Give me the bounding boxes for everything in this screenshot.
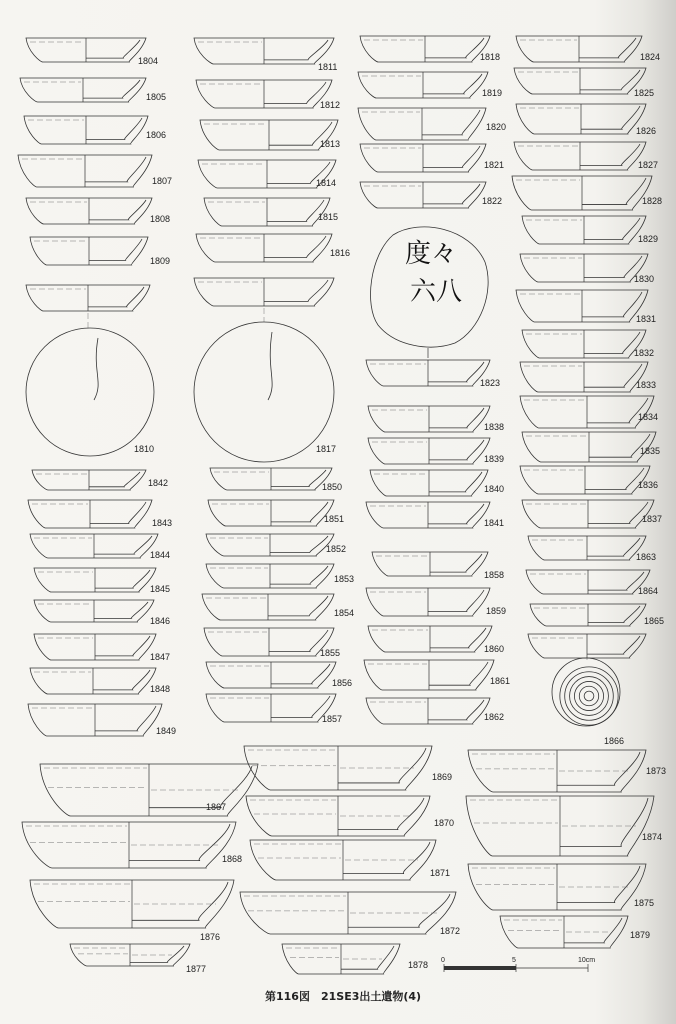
vessel-label: 1856	[332, 678, 353, 688]
vessel-section	[430, 628, 486, 648]
vessel-1864	[526, 570, 650, 594]
vessel-1847	[34, 634, 156, 660]
base-crack	[268, 332, 272, 400]
base-view-1810	[26, 328, 154, 456]
vessel-section	[348, 894, 450, 927]
vessel-1853	[206, 564, 334, 588]
vessel-section	[425, 38, 484, 58]
vessel-label: 1851	[324, 514, 345, 524]
vessel-section	[149, 766, 252, 808]
vessel-1830	[520, 254, 648, 282]
vessel-label: 1858	[484, 570, 505, 580]
vessel-label: 1815	[318, 212, 339, 222]
vessel-1806	[24, 116, 148, 144]
vessel-1857	[206, 694, 336, 722]
vessel-1821	[360, 144, 486, 172]
vessel-1812	[196, 80, 332, 108]
vessel-section	[584, 364, 642, 387]
vessel-label: 1826	[636, 126, 657, 136]
vessel-section	[271, 502, 328, 522]
vessel-label: 1864	[638, 586, 659, 596]
vessel-label: 1860	[484, 644, 505, 654]
vessel-1855	[204, 628, 334, 656]
vessel-label: 1841	[484, 518, 505, 528]
vessel-1848	[30, 668, 156, 694]
vessel-section	[429, 440, 484, 460]
vessel-1854	[202, 594, 334, 620]
vessel-label: 1871	[430, 868, 451, 878]
base-thread-mark	[560, 667, 618, 725]
vessel-section	[338, 748, 426, 783]
vessel-label: 1810	[134, 444, 155, 454]
vessel-section	[580, 144, 640, 166]
base-views	[26, 308, 620, 726]
vessel-label: 1870	[434, 818, 455, 828]
vessel-1831	[516, 290, 648, 322]
vessel-label: 1831	[636, 314, 657, 324]
vessel-1827	[514, 142, 646, 170]
vessel-label: 1842	[148, 478, 169, 488]
vessel-label: 1813	[320, 139, 341, 149]
vessel-1851	[208, 500, 334, 526]
vessel-label: 1868	[222, 854, 243, 864]
vessel-1810	[26, 285, 150, 311]
vessel-section	[423, 146, 480, 168]
vessel-section	[83, 80, 140, 98]
scale-bar	[441, 957, 595, 972]
vessel-section	[338, 798, 424, 830]
vessel-label: 1843	[152, 518, 173, 528]
vessel-1808	[26, 198, 152, 224]
vessel-section	[93, 670, 150, 690]
vessel-1873	[468, 750, 646, 792]
vessel-label: 1857	[322, 714, 343, 724]
vessel-1834	[520, 396, 654, 428]
vessel-1877	[70, 944, 190, 966]
vessel-label: 1825	[634, 88, 655, 98]
vessel-1849	[28, 704, 162, 736]
vessel-section	[428, 590, 484, 612]
vessel-label: 1814	[316, 178, 337, 188]
vessel-1865	[530, 604, 646, 626]
ink-inscription-line-1: 度々	[405, 239, 458, 269]
vessel-1860	[368, 626, 492, 652]
vessel-1826	[516, 104, 646, 134]
vessel-section	[129, 824, 230, 861]
vessel-section	[94, 602, 148, 618]
vessel-1832	[522, 330, 646, 358]
vessel-1805	[20, 78, 146, 102]
base-thread-mark	[584, 691, 594, 701]
vessel-label: 1828	[642, 196, 663, 206]
vessel-label: 1838	[484, 422, 505, 432]
vessel-label: 1854	[334, 608, 355, 618]
vessel-label: 1830	[634, 274, 655, 284]
vessel-label: 1845	[150, 584, 171, 594]
vessel-section	[267, 200, 324, 222]
vessel-label: 1861	[490, 676, 511, 686]
vessel-label: 1833	[636, 380, 657, 390]
vessel-label: 1832	[634, 348, 655, 358]
vessel-label: 1824	[640, 52, 661, 62]
vessel-section	[268, 596, 328, 616]
vessel-1837	[522, 500, 654, 528]
vessel-label: 1855	[320, 648, 341, 658]
vessel-1816	[196, 234, 332, 262]
vessel-label: 1865	[644, 616, 665, 626]
vessel-1862	[366, 698, 490, 724]
vessel-section	[341, 946, 394, 969]
vessel-label: 1846	[150, 616, 171, 626]
vessel-label: 1874	[642, 832, 663, 842]
vessel-section	[88, 287, 144, 307]
vessel-label: 1848	[150, 684, 171, 694]
vessel-1820	[358, 108, 486, 140]
vessel-1858	[372, 552, 488, 576]
vessel-label: 1866	[604, 736, 625, 746]
vessel-1878	[282, 944, 400, 974]
vessel-section	[588, 572, 644, 590]
vessel-1835	[522, 432, 656, 462]
vessel-section	[422, 110, 480, 135]
vessel-1818	[360, 36, 490, 62]
vessel-label: 1862	[484, 712, 505, 722]
vessel-section	[428, 700, 484, 720]
vessel-section	[271, 470, 326, 486]
vessel-1817	[194, 278, 334, 306]
scale-label-10cm: 10cm	[578, 957, 596, 964]
vessel-section	[86, 118, 142, 140]
vessel-section	[90, 502, 146, 524]
vessel-section	[430, 554, 482, 572]
vessel-section	[343, 842, 430, 874]
vessel-1833	[520, 362, 648, 392]
vessel-section	[264, 280, 328, 302]
vessel-section	[428, 504, 484, 524]
vessel-label: 1807	[152, 176, 173, 186]
vessel-label: 1821	[484, 160, 505, 170]
vessel-1825	[514, 68, 646, 94]
vessel-1815	[204, 198, 330, 226]
vessel-1811	[194, 38, 334, 64]
vessel-section	[270, 566, 328, 584]
vessel-1852	[206, 534, 334, 556]
vessel-label: 1811	[318, 62, 338, 72]
vessel-1828	[512, 176, 652, 210]
base-thread-mark	[565, 672, 614, 721]
vessel-label: 1806	[146, 130, 167, 140]
vessel-label: 1873	[646, 766, 667, 776]
vessel-label: 1836	[638, 480, 659, 490]
vessel-label: 1876	[200, 932, 221, 942]
vessel-section	[429, 408, 484, 428]
vessel-label: 1827	[638, 160, 659, 170]
vessel-section	[85, 157, 146, 182]
vessel-section	[585, 468, 644, 490]
vessel-1872	[240, 892, 456, 934]
vessel-1807	[18, 155, 152, 187]
vessel-1840	[370, 470, 488, 496]
vessel-1842	[32, 470, 146, 490]
vessel-1875	[468, 864, 646, 910]
vessel-section	[429, 472, 482, 492]
vessel-1843	[28, 500, 152, 528]
vessel-1822	[360, 182, 486, 208]
vessel-section	[89, 200, 146, 220]
vessel-section	[582, 292, 642, 317]
vessel-1809	[30, 237, 148, 265]
vessel-section	[429, 662, 488, 685]
vessel-label: 1867	[206, 802, 227, 812]
vessel-1879	[500, 916, 628, 948]
vessel-label: 1844	[150, 550, 171, 560]
vessel-1839	[368, 438, 490, 464]
vessel-label: 1816	[330, 248, 351, 258]
vessel-1819	[358, 72, 488, 98]
vessel-label: 1837	[642, 514, 663, 524]
vessel-label: 1879	[630, 930, 651, 940]
vessel-1863	[528, 536, 646, 560]
vessel-section	[557, 752, 640, 785]
base-view-1817	[194, 322, 337, 462]
vessel-section	[587, 538, 640, 556]
vessel-label: 1809	[150, 256, 171, 266]
vessel-section	[582, 178, 646, 205]
vessel-label: 1847	[150, 652, 171, 662]
vessel-section	[270, 536, 328, 552]
ink-inscription-sherd	[371, 227, 489, 358]
vessel-1871	[250, 840, 436, 880]
vessel-1870	[246, 796, 430, 836]
vessel-section	[587, 636, 640, 654]
vessel-section	[428, 362, 484, 382]
scale-label-0: 0	[441, 957, 445, 964]
vessel-label: 1875	[634, 898, 655, 908]
vessel-label: 1853	[334, 574, 355, 584]
vessel-section	[264, 40, 328, 60]
vessel-label: 1877	[186, 964, 207, 974]
vessel-section	[89, 472, 140, 487]
vessel-section	[564, 918, 622, 943]
vessel-label: 1808	[150, 214, 171, 224]
vessel-1856	[206, 662, 336, 688]
vessel-1836	[520, 466, 650, 494]
vessel-label: 1839	[484, 454, 505, 464]
vessel-1861	[364, 660, 494, 690]
vessel-label: 1829	[638, 234, 659, 244]
vessel-section	[581, 106, 640, 129]
base-thread-mark	[579, 686, 598, 705]
vessel-section	[86, 40, 140, 58]
base-thread-mark	[570, 677, 609, 716]
vessel-label: 1852	[326, 544, 347, 554]
vessel-label: 1820	[486, 122, 507, 132]
vessel-1868	[22, 822, 236, 868]
vessel-1874	[466, 796, 654, 856]
base-thread-mark	[574, 681, 603, 710]
vessel-1846	[34, 600, 154, 622]
vessel-label: 1869	[432, 772, 453, 782]
vessel-1829	[522, 216, 646, 244]
vessel-1869	[244, 746, 432, 790]
vessel-label: 1823	[480, 378, 501, 388]
vessel-1844	[30, 534, 158, 558]
vessel-label: 1812	[320, 100, 341, 110]
vessel-section	[423, 184, 480, 204]
vessel-1866	[528, 634, 646, 658]
figure-caption: 第116図 21SE3出土遺物(4)	[265, 990, 422, 1003]
vessel-section	[130, 946, 184, 962]
vessel-label: 1818	[480, 52, 501, 62]
vessel-section	[264, 82, 326, 104]
vessel-section	[588, 606, 640, 622]
vessel-label: 1835	[640, 446, 661, 456]
vessel-section	[423, 74, 482, 94]
scale-label-5: 5	[512, 957, 516, 964]
vessel-section	[95, 706, 156, 731]
vessel-section	[580, 70, 640, 90]
vessel-label: 1859	[486, 606, 507, 616]
vessel-section	[95, 570, 150, 588]
vessel-label: 1819	[482, 88, 503, 98]
base-crack	[94, 338, 98, 400]
vessel-section	[584, 218, 640, 240]
vessel-label: 1822	[482, 196, 503, 206]
vessel-1859	[366, 588, 490, 616]
ink-inscription-line-2: 六八	[410, 277, 463, 307]
vessel-section	[560, 798, 648, 846]
vessel-label: 1849	[156, 726, 177, 736]
vessel-label: 1863	[636, 552, 657, 562]
vessel-section	[584, 332, 640, 354]
vessel-section	[579, 38, 636, 58]
vessel-section	[557, 866, 640, 903]
vessel-section	[271, 664, 330, 684]
vessel-section	[94, 536, 152, 554]
vessel-1838	[368, 406, 490, 432]
vessel-section	[588, 502, 648, 524]
vessel-label: 1804	[138, 56, 159, 66]
vessel-section	[89, 239, 142, 261]
vessel-section	[132, 882, 228, 920]
vessel-label: 1834	[638, 412, 659, 422]
vessel-1841	[366, 502, 490, 528]
vessel-label: 1805	[146, 92, 167, 102]
vessel-label: 1817	[316, 444, 337, 454]
vessel-1876	[30, 880, 234, 928]
vessel-1850	[210, 468, 332, 490]
vessel-1804	[26, 38, 146, 62]
vessel-1823	[366, 360, 490, 386]
vessel-section	[264, 236, 326, 258]
vessel-1824	[516, 36, 642, 62]
vessel-section	[95, 636, 150, 656]
vessel-label: 1850	[322, 482, 343, 492]
vessel-label: 1878	[408, 960, 429, 970]
vessel-1813	[200, 120, 341, 150]
vessel-label: 1872	[440, 926, 461, 936]
vessel-label: 1840	[484, 484, 505, 494]
vessel-1845	[34, 568, 156, 592]
